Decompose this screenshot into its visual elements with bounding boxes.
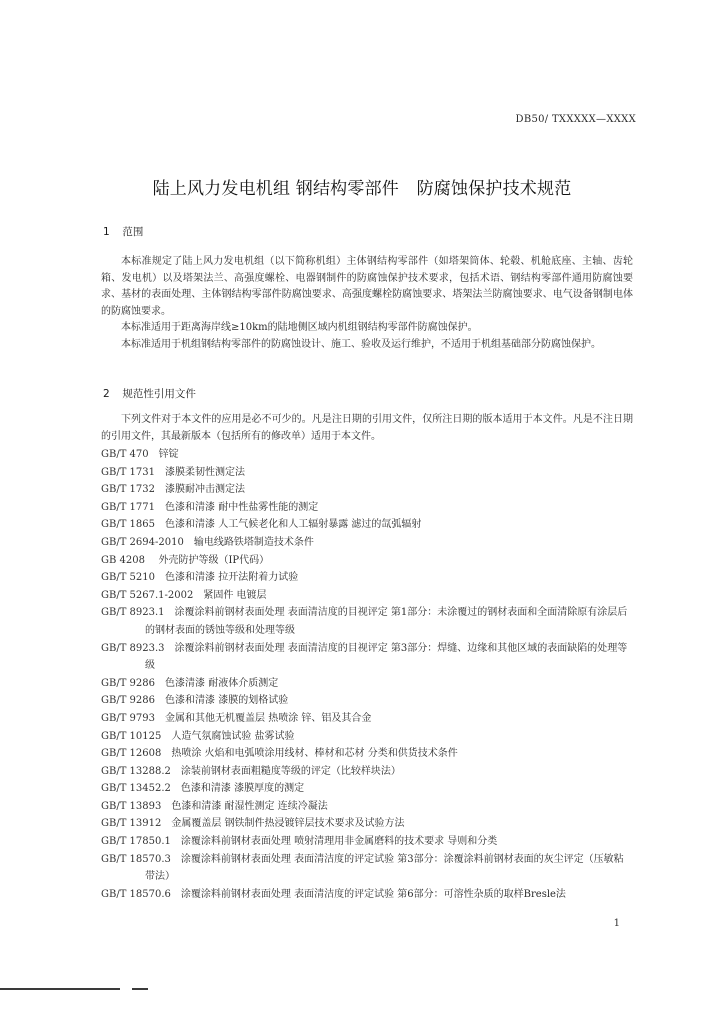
- reference-title: 色漆和清漆 拉开法附着力试验: [165, 572, 299, 584]
- reference-code: GB/T 10125: [101, 730, 162, 742]
- reference-item: [101, 499, 633, 517]
- reference-item: [101, 587, 633, 605]
- reference-code: GB/T 1732: [101, 484, 156, 496]
- reference-code: GB/T 1771: [101, 501, 156, 513]
- reference-code: GB/T 12608: [101, 748, 162, 760]
- reference-title: 色漆和清漆 耐湿性测定 连续冷凝法: [171, 800, 328, 812]
- reference-code: GB/T 5267.1-2002: [101, 589, 194, 601]
- page-code: DB50/ TXXXXX—XXXX: [515, 114, 636, 125]
- document-title-main: 陆上风力发电机组 钢结构零部件: [152, 179, 399, 199]
- reference-item: [101, 798, 633, 816]
- reference-list: [101, 446, 633, 903]
- section-number: 1: [103, 226, 110, 238]
- reference-code: GB/T 18570.3: [101, 853, 171, 865]
- reference-code: GB 4208: [101, 554, 145, 566]
- reference-title: 色漆和清漆 人工气候老化和人工辐射暴露 滤过的氙弧辐射: [165, 519, 422, 531]
- reference-title: 漆膜耐冲击测定法: [165, 484, 246, 496]
- reference-title: 涂覆涂料前钢材表面处理 表面清洁度的评定试验 第3部分：涂覆涂料前钢材表面的灰尘评定（压敏粘带法）: [145, 853, 624, 883]
- reference-title: 人造气氛腐蚀试验 盐雾试验: [171, 730, 295, 742]
- reference-item: [101, 745, 633, 763]
- reference-item: [101, 833, 633, 851]
- reference-item: [101, 851, 633, 886]
- reference-title: 紧固件 电镀层: [203, 589, 267, 601]
- reference-code: GB/T 13452.2: [101, 783, 171, 795]
- reference-item: [101, 763, 633, 781]
- paragraph: 本标准适用于机组钢结构零部件的防腐蚀设计、施工、验收及运行维护，不适用于机组基础部分防腐蚀保护。: [121, 338, 601, 350]
- reference-code: GB/T 13288.2: [101, 765, 171, 777]
- page-number: 1: [613, 918, 620, 929]
- reference-item: [101, 675, 633, 693]
- reference-code: GB/T 9793: [101, 712, 156, 724]
- reference-item: [101, 446, 633, 464]
- reference-code: GB/T 1731: [101, 466, 156, 478]
- reference-item: [101, 534, 633, 552]
- paragraph: 本标准规定了陆上风力发电机组（以下简称机组）主体钢结构零部件（如塔架筒体、轮毂、机舱底座、主轴、齿轮箱、发电机）以及塔架法兰、高强度螺栓、电器钢制件的防腐蚀保护技术要求，包括术语、钢结构零部件通用防腐蚀要求、基材的表面处理、主体钢结构零部件防腐蚀要求、高强度螺栓防腐蚀要求、塔架法兰防腐蚀要求、电气设备钢制电体的防腐蚀要求。: [101, 256, 633, 317]
- reference-code: GB/T 1865: [101, 519, 156, 531]
- reference-item: [101, 516, 633, 534]
- reference-title: 金属覆盖层 钢铁制件热浸镀锌层技术要求及试验方法: [171, 818, 405, 830]
- section-1-heading: [103, 224, 143, 239]
- reference-item: [101, 728, 633, 746]
- scan-edge-mark: [0, 988, 120, 990]
- reference-item: [101, 552, 633, 570]
- reference-title: 色漆和清漆 耐中性盐雾性能的测定: [165, 501, 319, 513]
- document-title-sub: 防腐蚀保护技术规范: [416, 179, 572, 199]
- paragraph: 下列文件对于本文件的应用是必不可少的。凡是注日期的引用文件，仅所注日期的版本适用于本文件。凡是不注日期的引用文件，其最新版本（包括所有的修改单）适用于本文件。: [101, 414, 633, 442]
- section-number: 2: [103, 388, 110, 400]
- document-title: [0, 174, 724, 199]
- reference-item: [101, 481, 633, 499]
- reference-title: 涂覆涂料前钢材表面处理 表面清洁度的目视评定 第3部分：焊缝、边缘和其他区域的表面缺陷的处理等级: [145, 642, 628, 672]
- reference-item: [101, 780, 633, 798]
- scan-edge-mark: [132, 988, 148, 990]
- reference-item: [101, 464, 633, 482]
- reference-title: 色漆清漆 耐液体介质测定: [165, 677, 279, 689]
- reference-item: [101, 604, 633, 639]
- reference-title: 锌锭: [158, 449, 179, 460]
- reference-item: [101, 710, 633, 728]
- reference-code: GB/T 9286: [101, 695, 156, 707]
- reference-code: GB/T 8923.3: [101, 642, 165, 654]
- reference-item: [101, 886, 633, 904]
- reference-title: 漆膜柔韧性测定法: [165, 466, 246, 478]
- reference-title: 金属和其他无机覆盖层 热喷涂 锌、铝及其合金: [165, 712, 372, 724]
- section-2-heading: [103, 386, 196, 401]
- reference-code: GB/T 5210: [101, 572, 156, 584]
- reference-code: GB/T 13893: [101, 800, 162, 812]
- reference-title: 涂覆涂料前钢材表面处理 喷射清理用非金属磨料的技术要求 导则和分类: [180, 836, 498, 848]
- reference-title: 涂装前钢材表面粗糙度等级的评定（比较样块法）: [180, 765, 401, 777]
- reference-title: 涂覆涂料前钢材表面处理 表面清洁度的目视评定 第1部分：未涂覆过的钢材表面和全面清除原有涂层后的钢材表面的锈蚀等级和处理等级: [145, 607, 628, 636]
- reference-item: [101, 640, 633, 675]
- reference-code: GB/T 18570.6: [101, 888, 171, 900]
- reference-title: 色漆和清漆 漆膜厚度的测定: [180, 783, 305, 795]
- reference-item: [101, 815, 633, 833]
- reference-code: GB/T 9286: [101, 677, 156, 689]
- reference-code: GB/T 8923.1: [101, 607, 165, 619]
- reference-title: 涂覆涂料前钢材表面处理 表面清洁度的评定试验 第6部分：可溶性杂质的取样Bresle法: [180, 888, 566, 900]
- section-2-intro: [101, 412, 633, 445]
- section-title: 规范性引用文件: [122, 388, 196, 400]
- reference-title: 外壳防护等级（IP代码）: [158, 554, 270, 566]
- section-title: 范围: [122, 226, 144, 238]
- reference-title: 输电线路铁塔制造技术条件: [193, 536, 314, 548]
- reference-item: [101, 692, 633, 710]
- paragraph: 本标准适用于距离海岸线≥10km的陆地侧区域内机组钢结构零部件防腐蚀保护。: [121, 322, 478, 334]
- reference-title: 色漆和清漆 漆膜的划格试验: [165, 695, 289, 707]
- reference-title: 热喷涂 火焰和电弧喷涂用线材、棒材和芯材 分类和供货技术条件: [171, 748, 458, 760]
- reference-code: GB/T 470: [101, 449, 149, 460]
- reference-item: [101, 569, 633, 587]
- reference-code: GB/T 2694-2010: [101, 536, 184, 548]
- reference-code: GB/T 13912: [101, 818, 162, 830]
- reference-code: GB/T 17850.1: [101, 836, 171, 848]
- section-1-body: [101, 254, 633, 354]
